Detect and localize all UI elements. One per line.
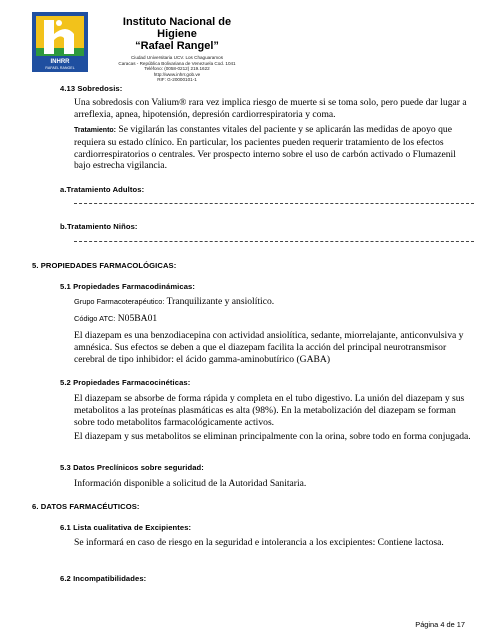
heading-6-2: 6.2 Incompatibilidades: (60, 574, 147, 583)
pharmacokinetics-text-2: El diazepam y sus metabolitos se eliminan principalmente con la orina, sobre todo en forma conjugada. (74, 431, 471, 442)
heading-section-5: 5. PROPIEDADES FARMACOLÓGICAS: (32, 261, 177, 270)
institute-subtitle: “Rafael Rangel” (135, 40, 219, 52)
inhrr-logo (32, 12, 88, 72)
heading-section-6: 6. DATOS FARMACÉUTICOS: (32, 502, 140, 511)
heading-adult-treatment: a.Tratamiento Adultos: (60, 185, 145, 194)
child-treatment-blank-line (74, 241, 474, 242)
address-line-1: Ciudad Universitaria UCV. Los Chaguaramos (130, 55, 223, 60)
institute-block (102, 16, 252, 83)
group-label: Grupo Farmacoterapéutico: (74, 297, 165, 306)
overdose-text: Una sobredosis con Valium® rara vez implica riesgo de muerte si se toma solo, pero puede dar lugar a arreflexia, apnea, hipotensión, depresión cardiorrespiratoria y coma. (74, 97, 467, 120)
group-line (74, 296, 474, 308)
preclinical-text: Información disponible a solicitud de la Autoridad Sanitaria. (74, 478, 307, 489)
institute-name: Instituto Nacional de Higiene (122, 16, 232, 40)
treatment-label: Tratamiento: (74, 127, 117, 134)
atc-label: Código ATC: (74, 314, 116, 323)
heading-5-1: 5.1 Propiedades Farmacodinámicas: (60, 282, 195, 291)
atc-value: N05BA01 (115, 313, 158, 324)
heading-4-13: 4.13 Sobredosis: (60, 84, 123, 93)
page-number: Página 4 de 17 (415, 620, 465, 629)
treatment-paragraph (74, 124, 474, 172)
adult-treatment-blank-line (74, 203, 474, 204)
heading-5-3: 5.3 Datos Preclínicos sobre seguridad: (60, 463, 204, 472)
group-value: Tranquilizante y ansiolítico. (164, 296, 275, 307)
document-header (32, 12, 472, 83)
logo-text: INHRR (50, 59, 70, 65)
logo-caption: RAFAEL RANGEL (45, 66, 75, 70)
treatment-text: Se vigilarán las constantes vitales del paciente y se aplicarán las medidas de apoyo que requiera su estado clínico. En particular, los pacientes pueden requerir tratamiento de los efectos cardiorrespiratorios o centrales. Ver prospecto interno sobre el uso de carbón activado o Flumazenil bajo estrecha vigilancia. (74, 124, 456, 172)
rif-line: RIF: G-20000101-1 (157, 77, 197, 83)
web-line: http://www.inhrr.gob.ve (153, 71, 201, 77)
atc-line (74, 313, 474, 325)
pharmacodynamics-text: El diazepam es una benzodiacepina con actividad ansiolítica, sedante, miorrelajante, anticonvulsiva y amnésica. Sus efectos se deben a que el diazepam facilita la acción del principal neurotransmisor cerebral de tipo inhibidor: el ácido gamma-aminobutírico (GABA) (74, 330, 464, 365)
pharmacokinetics-text-1: El diazepam se absorbe de forma rápida y completa en el tubo digestivo. La unión del diazepam y sus metabolitos a las proteínas plasmáticas es alta (98%). En la metabolización del diazepam se forman sobre todo metabolitos farmacológicamente activos. (74, 393, 465, 428)
address-line-2: Caracas - República Bolivariana de Venezuela Cod. 1041 (118, 60, 236, 66)
heading-6-1: 6.1 Lista cualitativa de Excipientes: (60, 523, 192, 532)
excipients-text: Se informará en caso de riesgo en la seguridad e intolerancia a los excipientes: Contiene lactosa. (74, 537, 444, 548)
heading-5-2: 5.2 Propiedades Farmacocinéticas: (60, 378, 191, 387)
heading-child-treatment: b.Tratamiento Niños: (60, 222, 138, 231)
phone-line: Teléfono: (0058-0212) 219.1622 (144, 66, 210, 72)
